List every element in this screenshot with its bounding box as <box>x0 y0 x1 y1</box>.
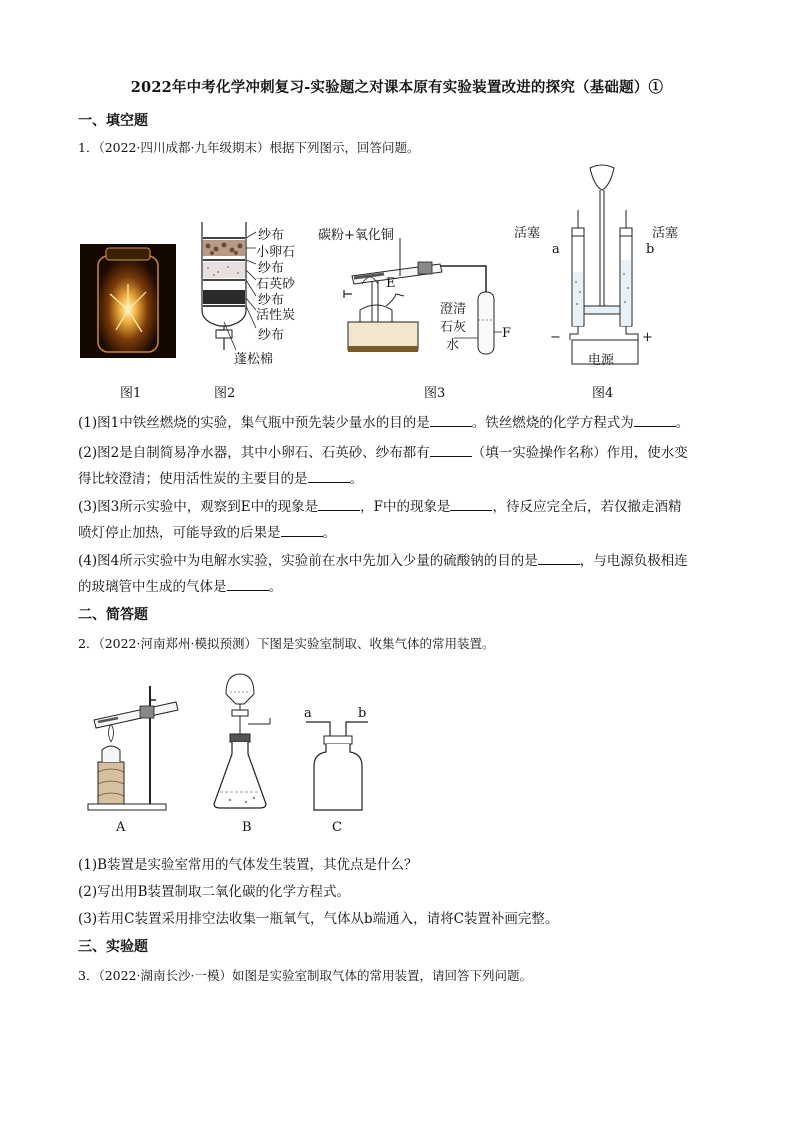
question-1-part-1: (1)图1中铁丝燃烧的实验，集气瓶中预先装少量水的目的是 。铁丝燃烧的化学方程式为 。 <box>78 415 690 431</box>
figure-2-caption: 图2 <box>214 386 236 401</box>
section-heading-short-answer: 二、简答题 <box>78 607 148 623</box>
apparatus-a-heating <box>84 680 184 812</box>
figure-1-caption: 图1 <box>120 386 142 401</box>
section-heading-fill-blank: 一、填空题 <box>78 113 148 129</box>
fig4-label-valve-left: 活塞 <box>514 226 541 241</box>
apparatus-b-caption: B <box>242 820 252 835</box>
answer-blank[interactable] <box>450 497 492 511</box>
question-1-part-4: (4)图4所示实验中为电解水实验，实验前在水中先加入少量的硫酸钠的目的是 ，与电源负极相连 的玻璃管中生成的气体是 。 <box>78 553 688 595</box>
page-title: 2022年中考化学冲刺复习-实验题之对课本原有实验装置改进的探究（基础题）① <box>130 79 664 96</box>
purifier-label-gauze-4: 纱布 <box>258 328 285 343</box>
question-3-stem: 3．（2022·湖南长沙·一模）如图是实验室制取气体的常用装置，请回答下列问题。 <box>78 968 532 983</box>
figure-4-caption: 图4 <box>592 386 614 401</box>
fig4-label-negative: − <box>550 330 561 345</box>
purifier-label-gauze-3: 纱布 <box>258 293 285 308</box>
fig3-label-limewater-1: 澄清 <box>440 302 467 317</box>
question-1-part-3: (3)图3所示实验中，观察到E中的现象是 ，F中的现象是 ，待反应完全后，若仅撤走酒精 喷灯停止加热，可能导致的后果是 。 <box>78 499 682 541</box>
fig4-label-valve-right: 活塞 <box>652 226 679 241</box>
fig3-label-f: F <box>502 326 512 341</box>
apparatus-c-port-b: b <box>358 706 367 721</box>
fig4-label-power-supply: 电源 <box>588 353 615 368</box>
question-2-part-3: (3)若用C装置采用排空法收集一瓶氧气，气体从b端通入，请将C装置补画完整。 <box>78 911 559 927</box>
figure-3-carbon-reduction <box>330 236 516 360</box>
purifier-label-activated-carbon: 活性炭 <box>256 308 296 323</box>
answer-blank[interactable] <box>430 413 472 427</box>
figure-1-photo <box>80 244 176 358</box>
fig3-label-carbon-copper-oxide: 碳粉+氧化铜 <box>318 228 394 243</box>
purifier-label-pebbles: 小卵石 <box>256 245 296 260</box>
fig4-label-a: a <box>552 242 560 257</box>
fig3-label-limewater-2: 石灰 <box>440 320 467 335</box>
question-2-part-1: (1)B装置是实验室常用的气体发生装置，其优点是什么？ <box>78 857 418 873</box>
purifier-label-cotton: 蓬松棉 <box>234 352 274 367</box>
question-1-stem: 1．（2022·四川成都·九年级期末）根据下列图示，回答问题。 <box>78 140 420 155</box>
answer-blank[interactable] <box>634 413 676 427</box>
fig4-label-positive: + <box>642 330 653 345</box>
purifier-label-gauze-1: 纱布 <box>258 228 285 243</box>
section-heading-experiment: 三、实验题 <box>78 939 148 955</box>
figure-3-caption: 图3 <box>424 386 446 401</box>
answer-blank[interactable] <box>308 469 350 483</box>
answer-blank[interactable] <box>281 523 323 537</box>
answer-blank[interactable] <box>318 497 360 511</box>
question-2-part-2: (2)写出用B装置制取二氧化碳的化学方程式。 <box>78 884 351 900</box>
answer-blank[interactable] <box>538 551 580 565</box>
apparatus-c-port-a: a <box>304 706 312 721</box>
question-2-stem: 2．（2022·河南郑州·模拟预测）下图是实验室制取、收集气体的常用装置。 <box>78 636 495 651</box>
fig3-label-limewater-3: 水 <box>446 338 460 353</box>
question-1-part-2: (2)图2是自制简易净水器，其中小卵石、石英砂、纱布都有 （填一实验操作名称）作用，使水变 得比较澄清；使用活性炭的主要目的是 。 <box>78 445 688 487</box>
apparatus-b-flask <box>210 668 286 816</box>
answer-blank[interactable] <box>227 577 269 591</box>
apparatus-c-gas-bottle <box>300 714 380 816</box>
purifier-label-gauze-2: 纱布 <box>258 261 285 276</box>
fig3-label-e: E <box>386 276 396 291</box>
apparatus-c-caption: C <box>332 820 342 835</box>
apparatus-a-caption: A <box>116 820 126 835</box>
purifier-label-quartz-sand: 石英砂 <box>256 277 296 292</box>
fig4-label-b: b <box>646 242 655 257</box>
answer-blank[interactable] <box>430 443 472 457</box>
